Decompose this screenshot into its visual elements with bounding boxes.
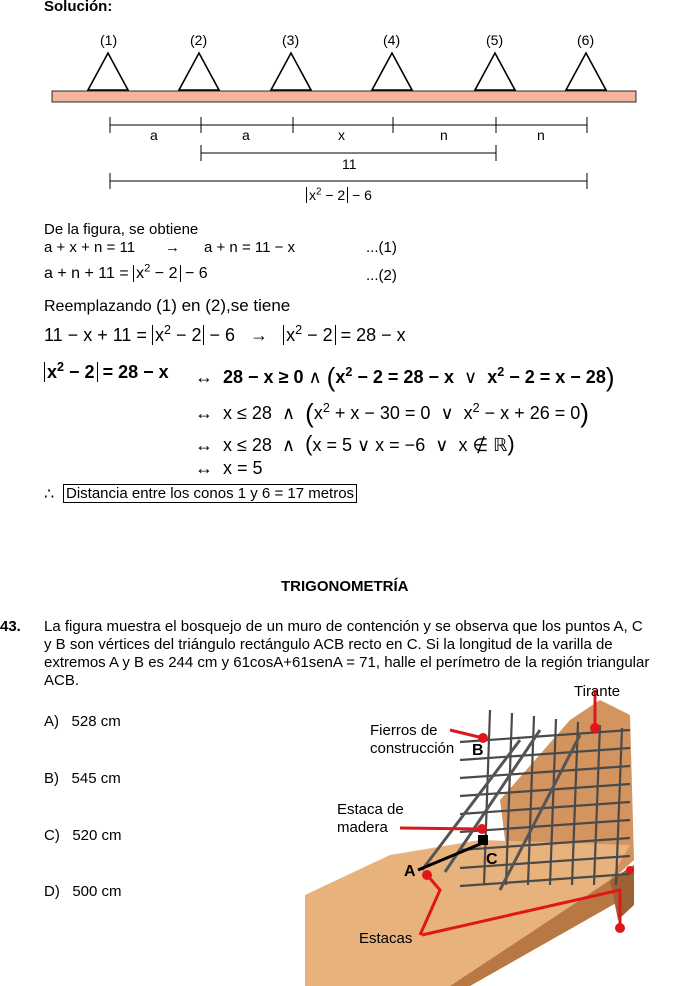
cone-label-3: (3) xyxy=(282,32,300,48)
cone-3 xyxy=(271,53,311,90)
seg-label-a2: a xyxy=(242,127,250,143)
row2-left: $x^2 - 2 = 28 - x$ xyxy=(44,362,169,383)
label-point-c: C xyxy=(486,851,498,868)
option-a[interactable]: A) 528 cm xyxy=(44,713,121,730)
cone-label-1: (1) xyxy=(100,32,118,48)
eq1-ref: ...(1) xyxy=(366,239,397,256)
label-point-b: B xyxy=(472,742,484,759)
label-estacas: Estacas xyxy=(359,930,413,947)
label-fierros-2: construcción xyxy=(370,740,455,757)
solution-heading: Solución: xyxy=(44,0,113,15)
option-d[interactable]: D) 500 cm xyxy=(44,883,122,900)
cone-label-2: (2) xyxy=(190,32,208,48)
problem-number: 43. xyxy=(0,618,21,635)
eq2: $a + n + 11 = x^2 - 2 - 6$ xyxy=(44,262,208,282)
section-title: TRIGONOMETRÍA xyxy=(281,578,409,595)
seg-label-a1: a xyxy=(150,127,158,143)
cone-1 xyxy=(88,53,128,90)
seg-label-n1: n xyxy=(440,127,448,143)
therefore-symbol: ∴ xyxy=(44,486,55,503)
cone-label-6: (6) xyxy=(577,32,595,48)
row5: ↔ x = 5 xyxy=(195,458,263,478)
row2-right: ↔ 28 − x ≥ 0 ∧ ($x^2 - 2 = 28 - x$ ∨ $x^2 - 2 = x - 28$) xyxy=(195,362,615,392)
option-b[interactable]: B) 545 cm xyxy=(44,770,121,787)
eq1-right: a + n = 11 − x xyxy=(204,239,296,256)
problem-text-3: extremos A y B es 244 cm y 61cosA+61senA = 71, halle el perímetro de la región triangular xyxy=(44,654,650,671)
problem-text-2: y B son vértices del triángulo rectángulo ACB recto en C. Si la longitud de la varilla de xyxy=(44,636,613,653)
row3: ↔ x ≤ 28 ∧ ($x^2 + x - 30 = 0$ ∨ $x^2 - x + 26 = 0$) xyxy=(195,398,589,428)
eq2-ref: ...(2) xyxy=(366,267,397,284)
answer-box: Distancia entre los conos 1 y 6 = 17 metros xyxy=(63,484,357,503)
line-de-la-figura: De la figura, se obtiene xyxy=(44,221,199,238)
cone-6 xyxy=(566,53,606,90)
ground-strip xyxy=(52,91,636,102)
cone-label-4: (4) xyxy=(383,32,401,48)
label-estaca-2: madera xyxy=(337,819,388,836)
label-fierros-1: Fierros de xyxy=(370,722,438,739)
eq1-arrow: → xyxy=(165,239,180,256)
cone-label-5: (5) xyxy=(486,32,504,48)
eq1-left: a + x + n = 11 xyxy=(44,239,136,256)
label-11: 11 xyxy=(342,156,357,172)
option-c[interactable]: C) 520 cm xyxy=(44,827,122,844)
label-tirante: Tirante xyxy=(574,683,621,700)
point-c-block xyxy=(478,835,488,845)
cone-2 xyxy=(179,53,219,90)
row1: $11 - x + 11 = x^2 - 2 - 6$ → $x^2 - 2 = 28 - x$ xyxy=(44,323,406,345)
seg-label-n2: n xyxy=(537,127,545,143)
replace-line: Reemplazando (1) en (2),se tiene xyxy=(44,296,291,315)
seg-label-x: x xyxy=(338,127,345,143)
cone-4 xyxy=(372,53,412,90)
total-label: $x^2 - 2 - 6$ xyxy=(306,187,372,203)
label-estaca-1: Estaca de xyxy=(337,801,404,818)
label-point-a: A xyxy=(404,863,416,880)
cone-group xyxy=(88,53,606,90)
cone-5 xyxy=(475,53,515,90)
problem-text-1: La figura muestra el bosquejo de un muro de contención y se observa que los puntos A, C xyxy=(44,618,643,635)
problem-text-4: ACB. xyxy=(44,672,80,689)
row4: ↔ x ≤ 28 ∧ (x = 5 ∨ x = −6 ∨ x ∉ ℝ) xyxy=(195,431,515,456)
